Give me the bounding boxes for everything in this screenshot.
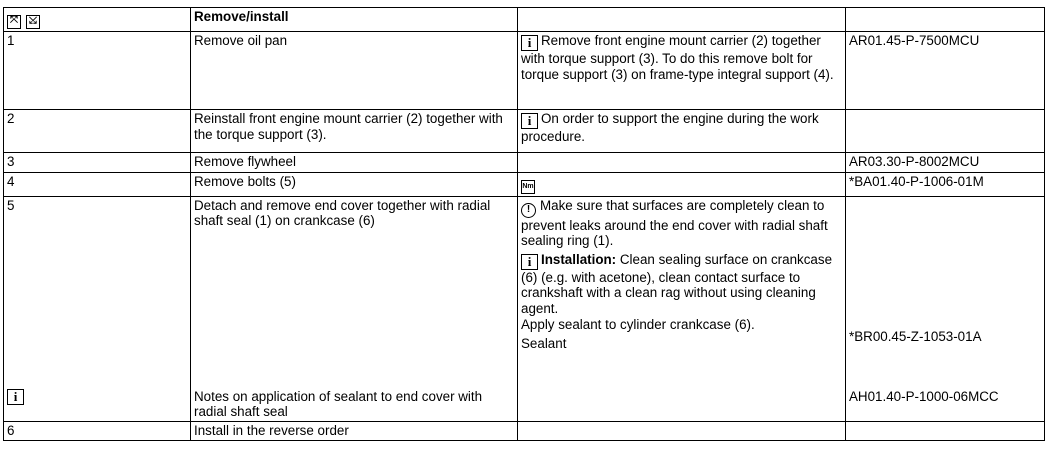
info-icon: i bbox=[521, 254, 538, 270]
header-icons-cell bbox=[4, 8, 191, 32]
torque-nm-icon[interactable]: Nm bbox=[521, 180, 535, 194]
table-row bbox=[4, 172, 1045, 196]
step-note bbox=[518, 172, 846, 196]
step-note-text: Remove front engine mount carrier (2) together with torque support (3). To do this remove bolt for torque support (3) on frame-type integral support (4). bbox=[521, 33, 834, 82]
step-number-cell bbox=[4, 196, 191, 421]
step-note bbox=[518, 153, 846, 173]
header-row bbox=[4, 8, 1045, 32]
info-icon: i bbox=[7, 389, 24, 405]
step-note bbox=[518, 421, 846, 441]
step-number: 2 bbox=[4, 110, 191, 153]
step-reference-link[interactable] bbox=[846, 110, 1045, 153]
step-action: Remove oil pan bbox=[191, 32, 518, 110]
header-col4 bbox=[846, 8, 1045, 32]
step-number: 4 bbox=[4, 172, 191, 196]
step-reference-link[interactable]: *BA01.40-P-1006-01M bbox=[846, 172, 1045, 196]
sealant-label: Sealant bbox=[521, 336, 567, 352]
header-col3 bbox=[518, 8, 846, 32]
procedure-table bbox=[3, 7, 1045, 441]
step-note bbox=[518, 110, 846, 153]
table-row bbox=[4, 421, 1045, 441]
step-action: Remove flywheel bbox=[191, 153, 518, 173]
collapse-icon[interactable]: ⤩ bbox=[26, 15, 40, 29]
table-row bbox=[4, 110, 1045, 153]
step-number: 5 bbox=[7, 197, 15, 213]
table-row bbox=[4, 196, 1045, 421]
step-note bbox=[518, 196, 846, 421]
apply-sealant-text: Apply sealant to cylinder crankcase (6). bbox=[521, 316, 755, 332]
step-note-text: On order to support the engine during the work procedure. bbox=[521, 111, 819, 144]
installation-text: Clean sealing surface on crankcase (6) (e.g. with acetone), clean contact surface to crankshaft with a clean rag without using cleaning agent. bbox=[521, 251, 833, 316]
sealant-reference-link[interactable]: *BR00.45-Z-1053-01A bbox=[849, 328, 982, 344]
step-number: 1 bbox=[4, 32, 191, 110]
step-action: Install in the reverse order bbox=[191, 421, 518, 441]
installation-label: Installation: bbox=[541, 251, 617, 267]
step-action-cell bbox=[191, 196, 518, 421]
info-icon: i bbox=[521, 113, 538, 129]
step-action: Detach and remove end cover together with radial shaft seal (1) on crankcase (6) bbox=[194, 197, 491, 229]
info-icon: i bbox=[521, 35, 538, 51]
table-row bbox=[4, 32, 1045, 110]
warning-text: Make sure that surfaces are completely clean to prevent leaks around the end cover with radial shaft sealing ring (1). bbox=[521, 197, 828, 249]
step-number: 3 bbox=[4, 153, 191, 173]
step-number: 6 bbox=[4, 421, 191, 441]
step-note bbox=[518, 32, 846, 110]
step-action: Remove bolts (5) bbox=[191, 172, 518, 196]
step-reference-link[interactable]: AR01.45-P-7500MCU bbox=[846, 32, 1045, 110]
step-action: Reinstall front engine mount carrier (2) together with the torque support (3). bbox=[191, 110, 518, 153]
step-reference-link[interactable] bbox=[846, 421, 1045, 441]
table-row bbox=[4, 153, 1045, 173]
step-reference-cell bbox=[846, 196, 1045, 421]
sealant-notes-reference-link[interactable]: AH01.40-P-1000-06MCC bbox=[849, 388, 999, 404]
warning-icon: ! bbox=[521, 203, 536, 218]
expand-icon[interactable]: ⤧ bbox=[7, 15, 21, 29]
header-title: Remove/install bbox=[191, 8, 518, 32]
sealant-notes-text: Notes on application of sealant to end cover with radial shaft seal bbox=[194, 388, 483, 420]
step-reference-link[interactable]: AR03.30-P-8002MCU bbox=[846, 153, 1045, 173]
